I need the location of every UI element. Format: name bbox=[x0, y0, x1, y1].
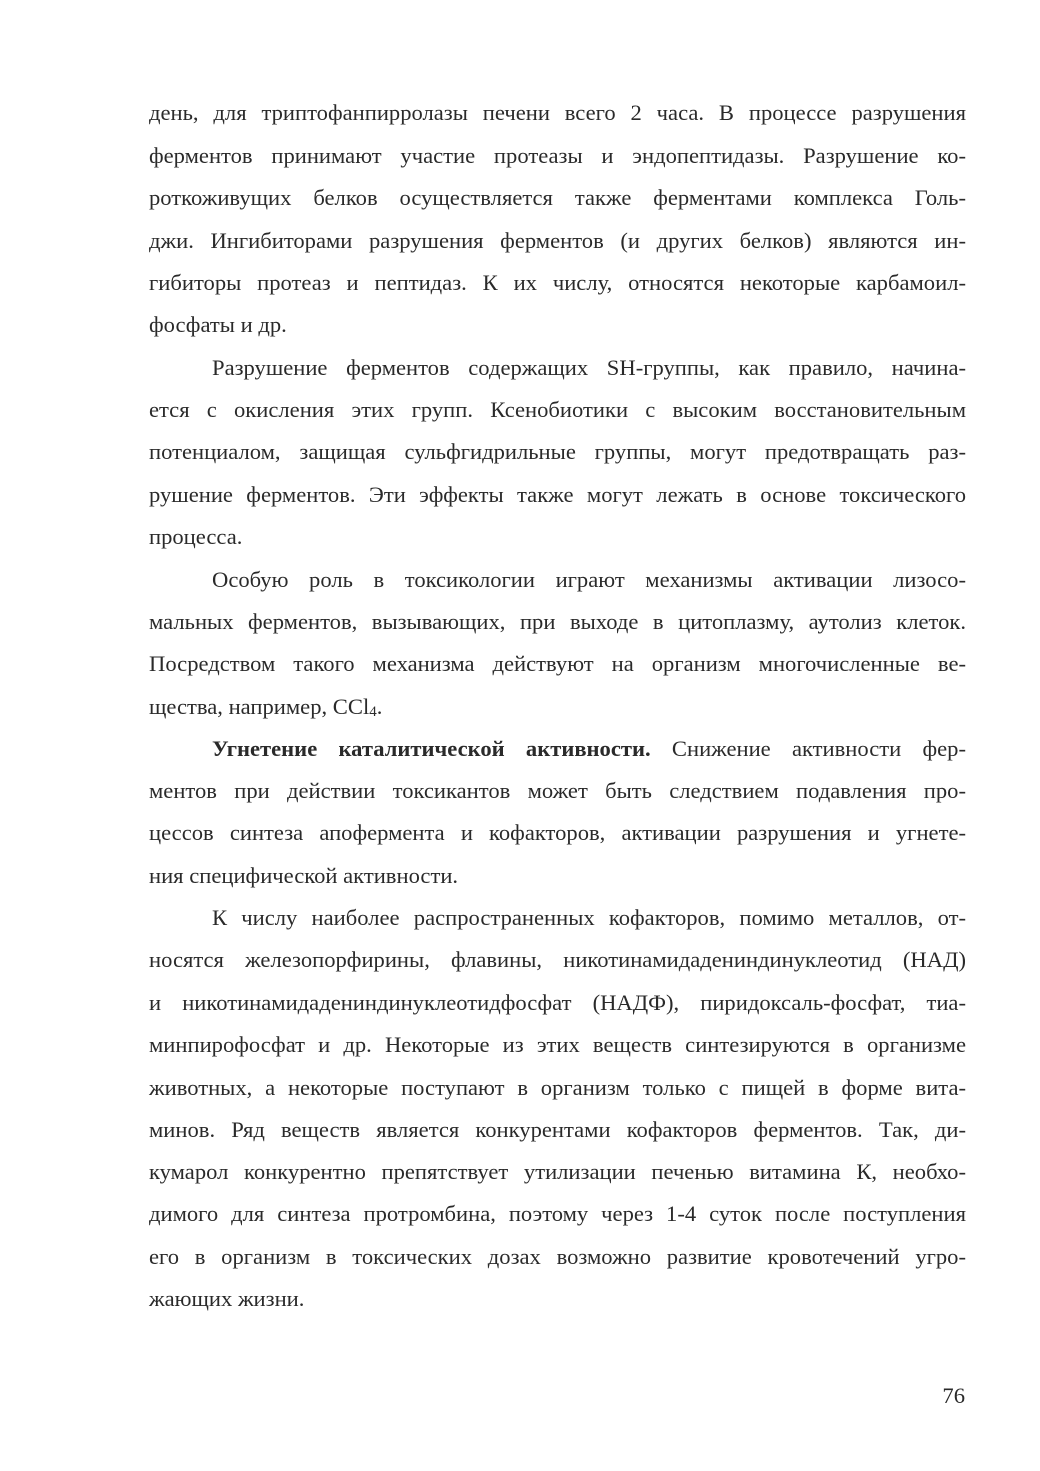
text-line: Особую роль в токсикологии играют механизмы активации лизосо- bbox=[212, 567, 966, 592]
text-line: Разрушение ферментов содержащих SH-группы, как правило, начина- bbox=[212, 355, 966, 380]
text-line: минпирофосфат и др. Некоторые из этих веществ синтезируются в организме bbox=[149, 1032, 966, 1057]
text-span: . bbox=[376, 694, 383, 719]
text-line bbox=[212, 734, 966, 764]
text-line: фосфаты и др. bbox=[149, 312, 287, 337]
text-line: его в организм в токсических дозах возможно развитие кровотечений угро- bbox=[149, 1244, 966, 1269]
text-line: день, для триптофанпирролазы печени всего 2 часа. В процессе разрушения bbox=[149, 100, 966, 125]
text-line: гибиторы протеаз и пептидаз. К их числу, относятся некоторые карбамоил- bbox=[149, 270, 966, 295]
section-heading: Угнетение каталитической активности. bbox=[212, 736, 651, 761]
text-line: кумарол конкурентно препятствует утилизации печенью витамина К, необхо- bbox=[149, 1159, 966, 1184]
text-line: жающих жизни. bbox=[149, 1286, 305, 1311]
text-line bbox=[149, 692, 966, 722]
text-line: рушение ферментов. Эти эффекты также могут лежать в основе токсического bbox=[149, 482, 966, 507]
text-line: К числу наиболее распространенных кофакторов, помимо металлов, от- bbox=[212, 905, 966, 930]
text-line: ния специфической активности. bbox=[149, 863, 459, 888]
text-line: носятся железопорфирины, флавины, никотинамидадениндинуклеотид (НАД) bbox=[149, 947, 966, 972]
text-line: минов. Ряд веществ является конкурентами кофакторов ферментов. Так, ди- bbox=[149, 1117, 966, 1142]
text-line: ментов при действии токсикантов может быть следствием подавления про- bbox=[149, 778, 966, 803]
text-line: ется с окисления этих групп. Ксенобиотики с высоким восстановительным bbox=[149, 397, 966, 422]
subscript: 4 bbox=[369, 704, 377, 720]
text-line: роткоживущих белков осуществляется также ферментами комплекса Голь- bbox=[149, 185, 966, 210]
page-number: 76 bbox=[942, 1383, 965, 1408]
text-line: потенциалом, защищая сульфгидрильные группы, могут предотвращать раз- bbox=[149, 439, 966, 464]
text-line: Посредством такого механизма действуют на организм многочисленные ве- bbox=[149, 651, 966, 676]
text-line: цессов синтеза апофермента и кофакторов, активации разрушения и угнете- bbox=[149, 820, 966, 845]
text-line: животных, а некоторые поступают в организм только с пищей в форме вита- bbox=[149, 1075, 966, 1100]
text-span: щества, например, CCl bbox=[149, 694, 370, 719]
text-line: и никотинамидадениндинуклеотидфосфат (НАДФ), пиридоксаль-фосфат, тиа- bbox=[149, 990, 966, 1015]
text-span: Снижение активности фер- bbox=[650, 736, 966, 761]
text-line: джи. Ингибиторами разрушения ферментов (и других белков) являются ин- bbox=[149, 228, 966, 253]
text-line: мальных ферментов, вызывающих, при выходе в цитоплазму, аутолиз клеток. bbox=[149, 609, 966, 634]
text-line: процесса. bbox=[149, 524, 243, 549]
text-line: ферментов принимают участие протеазы и эндопептидазы. Разрушение ко- bbox=[149, 143, 966, 168]
text-line: димого для синтеза протромбина, поэтому через 1-4 суток после поступления bbox=[149, 1201, 966, 1226]
